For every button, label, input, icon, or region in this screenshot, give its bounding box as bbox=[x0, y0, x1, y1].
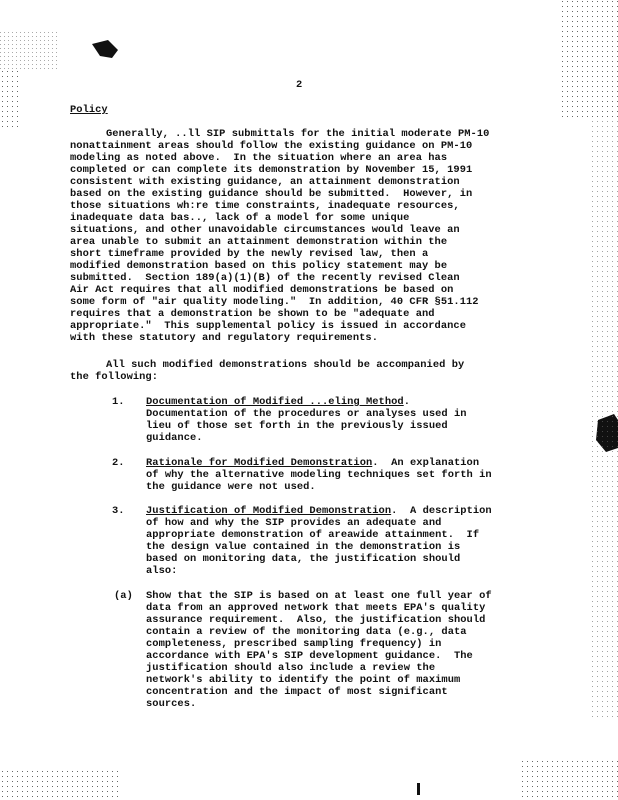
text-line: guidance. bbox=[146, 432, 203, 444]
text-line: lieu of those set forth in the previously issued bbox=[146, 420, 448, 432]
text-line: concentration and the impact of most significant bbox=[146, 686, 448, 698]
speckle-bottom bbox=[0, 770, 120, 800]
list-number: 1. bbox=[112, 396, 125, 408]
page-number: 2 bbox=[296, 79, 303, 91]
list-item-title-tail: . bbox=[403, 396, 410, 408]
list-item-title: Documentation of Modified ...eling Method bbox=[146, 396, 404, 408]
list-number: 3. bbox=[112, 505, 125, 517]
text-line: the design value contained in the demonstration is bbox=[146, 541, 461, 553]
list-item-heading bbox=[146, 396, 410, 408]
text-line: situations, and other unavoidable circumstances would leave an bbox=[70, 224, 460, 236]
text-line: consistent with existing guidance, an attainment demonstration bbox=[70, 176, 460, 188]
text-line: some form of "air quality modeling." In addition, 40 CFR §51.112 bbox=[70, 296, 479, 308]
section-heading: Policy bbox=[70, 104, 108, 116]
text-line: based on monitoring data, the justification should bbox=[146, 553, 461, 565]
text-line: completed or can complete its demonstration by November 15, 1991 bbox=[70, 164, 473, 176]
list-number: 2. bbox=[112, 457, 125, 469]
text-line: Generally, ..ll SIP submittals for the initial moderate PM-10 bbox=[106, 128, 490, 140]
text-line: modeling as noted above. In the situation where an area has bbox=[70, 152, 448, 164]
text-line: justification should also include a review the bbox=[146, 662, 436, 674]
text-line: based on the existing guidance should be submitted. However, in bbox=[70, 188, 473, 200]
text-line: data from an approved network that meets EPA's quality bbox=[146, 602, 486, 614]
text-line: the guidance were not used. bbox=[146, 481, 316, 493]
speckle-right-edge bbox=[588, 120, 618, 720]
list-item-title-tail: . A description bbox=[391, 505, 492, 517]
text-line: Air Act requires that all modified demonstrations be based on bbox=[70, 284, 454, 296]
text-line: with these statutory and regulatory requirements. bbox=[70, 332, 378, 344]
text-line: submitted. Section 189(a)(1)(B) of the recently revised Clean bbox=[70, 272, 460, 284]
text-line: network's ability to identify the point of maximum bbox=[146, 674, 461, 686]
text-line: of how and why the SIP provides an adequate and bbox=[146, 517, 442, 529]
edge-blot-right bbox=[596, 414, 618, 452]
speckle-left-edge bbox=[0, 70, 18, 130]
list-item-heading bbox=[146, 505, 492, 517]
speckle-top-left bbox=[0, 30, 60, 70]
list-item-title-tail: . An explanation bbox=[372, 457, 480, 469]
text-line: assurance requirement. Also, the justification should bbox=[146, 614, 486, 626]
text-line: also: bbox=[146, 565, 178, 577]
text-line: modified demonstration based on this policy statement may be bbox=[70, 260, 448, 272]
text-line: Show that the SIP is based on at least one full year of bbox=[146, 590, 492, 602]
list-item-heading bbox=[146, 457, 479, 469]
text-line: nonattainment areas should follow the existing guidance on PM-10 bbox=[70, 140, 473, 152]
text-line: accordance with EPA's SIP development guidance. The bbox=[146, 650, 473, 662]
text-line: sources. bbox=[146, 698, 197, 710]
text-line: completeness, prescribed sampling frequency) in bbox=[146, 638, 442, 650]
list-item-title: Rationale for Modified Demonstration bbox=[146, 457, 373, 469]
text-line: inadequate data bas.., lack of a model for some unique bbox=[70, 212, 410, 224]
list-item-title: Justification of Modified Demonstration bbox=[146, 505, 392, 517]
text-line: short timeframe provided by the newly revised law, then a bbox=[70, 248, 429, 260]
bottom-mark bbox=[417, 783, 420, 795]
sub-item-label: (a) bbox=[114, 590, 133, 602]
text-line: appropriate." This supplemental policy is issued in accordance bbox=[70, 320, 466, 332]
speckle-bottom-right bbox=[520, 760, 618, 800]
text-line: All such modified demonstrations should be accompanied by bbox=[106, 359, 465, 371]
text-line: requires that a demonstration be shown to be "adequate and bbox=[70, 308, 435, 320]
text-line: contain a review of the monitoring data (e.g., data bbox=[146, 626, 467, 638]
text-line: area unable to submit an attainment demonstration within the bbox=[70, 236, 448, 248]
text-line: Documentation of the procedures or analyses used in bbox=[146, 408, 467, 420]
text-line: those situations wh:re time constraints, inadequate resources, bbox=[70, 200, 460, 212]
speckle-right-edge-top bbox=[560, 0, 618, 120]
text-line: of why the alternative modeling techniques set forth in bbox=[146, 469, 492, 481]
text-line: appropriate demonstration of areawide attainment. If bbox=[146, 529, 480, 541]
text-line: the following: bbox=[70, 371, 158, 383]
corner-blot-top bbox=[92, 40, 118, 58]
